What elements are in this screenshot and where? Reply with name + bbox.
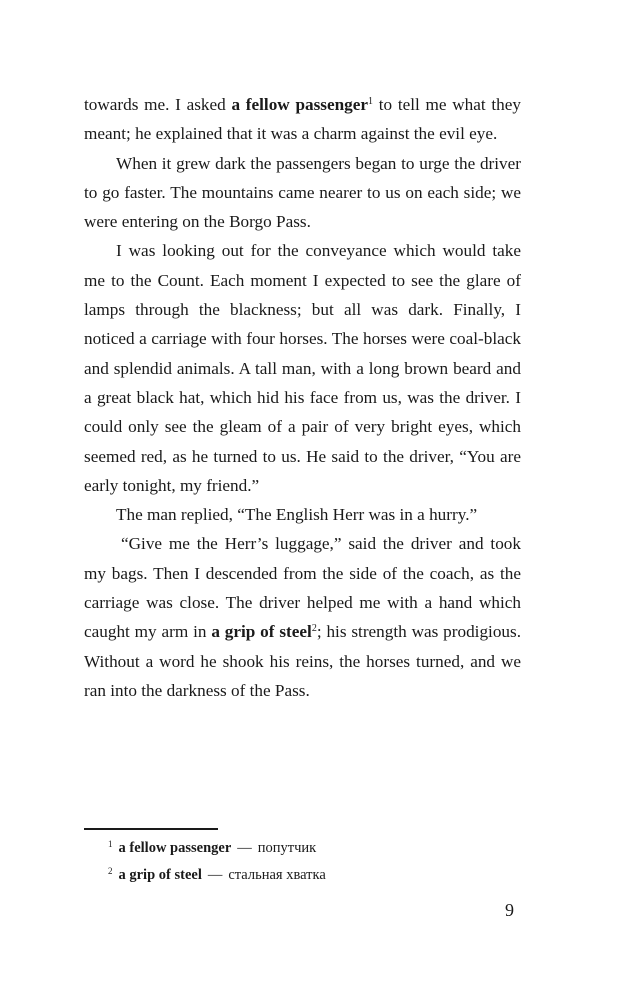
- footnote-dash: —: [237, 840, 252, 856]
- footnote-dash: —: [207, 867, 223, 883]
- paragraph-2: When it grew dark the passengers began to urge the driver to go faster. The mountains came nearer to us on each side; we were entering on the Borgo Pass.: [84, 153, 521, 232]
- page-number: 9: [505, 900, 514, 920]
- footnote-term: a grip of steel: [118, 867, 202, 883]
- body-text: [84, 90, 521, 705]
- footnote-mark: 1: [108, 839, 113, 849]
- paragraph-1-after: to tell me what they meant; he explained that it was a charm against the evil eye.: [84, 95, 521, 144]
- glossed-term-2: a grip of steel: [211, 622, 312, 642]
- footnote-term: a fellow passenger: [118, 840, 232, 856]
- paragraph-3: I was looking out for the conveyance which would take me to the Count. Each moment I expected to see the glare of lamps through the blackness; but all was dark. Finally, I noticed a carriage with four horses. The horses were coal-black and splendid animals. A tall man, with a long brown beard and a great black hat, which hid his face from us, was the driver. I could only see the gleam of a pair of very bright eyes, which seemed red, as he turned to us. He said to the driver, “You are early tonight, my friend.”: [84, 241, 521, 495]
- footnote-1: [108, 835, 528, 862]
- paragraph-5-after: ; his strength was prodigious. Without a word he shook his reins, the horses turned, and we ran into the darkness of the Pass.: [84, 622, 522, 700]
- paragraph-5: [84, 529, 521, 705]
- footnote-translation: стальная хватка: [228, 867, 326, 883]
- footnote-divider: [84, 828, 218, 830]
- footnotes: [108, 835, 528, 889]
- footnote-ref-1[interactable]: 1: [368, 96, 374, 107]
- footnote-mark: 2: [108, 866, 113, 876]
- glossed-term-1: a fellow passenger: [231, 95, 369, 114]
- paragraph-4: The man replied, “The English Herr was in a hurry.”: [116, 505, 478, 525]
- paragraph-1-before: towards me. I asked: [84, 95, 232, 114]
- paragraph-1: [84, 90, 521, 149]
- footnote-2: [108, 862, 528, 889]
- footnote-ref-2[interactable]: 2: [311, 623, 317, 635]
- footnote-translation: попутчик: [257, 840, 317, 856]
- paragraph-5-before: “Give me the Herr’s luggage,” said the driver and took my bags. Then I descended from the side of the coach, as the carriage was close. The driver helped me with a hand which caught my arm in: [84, 534, 521, 642]
